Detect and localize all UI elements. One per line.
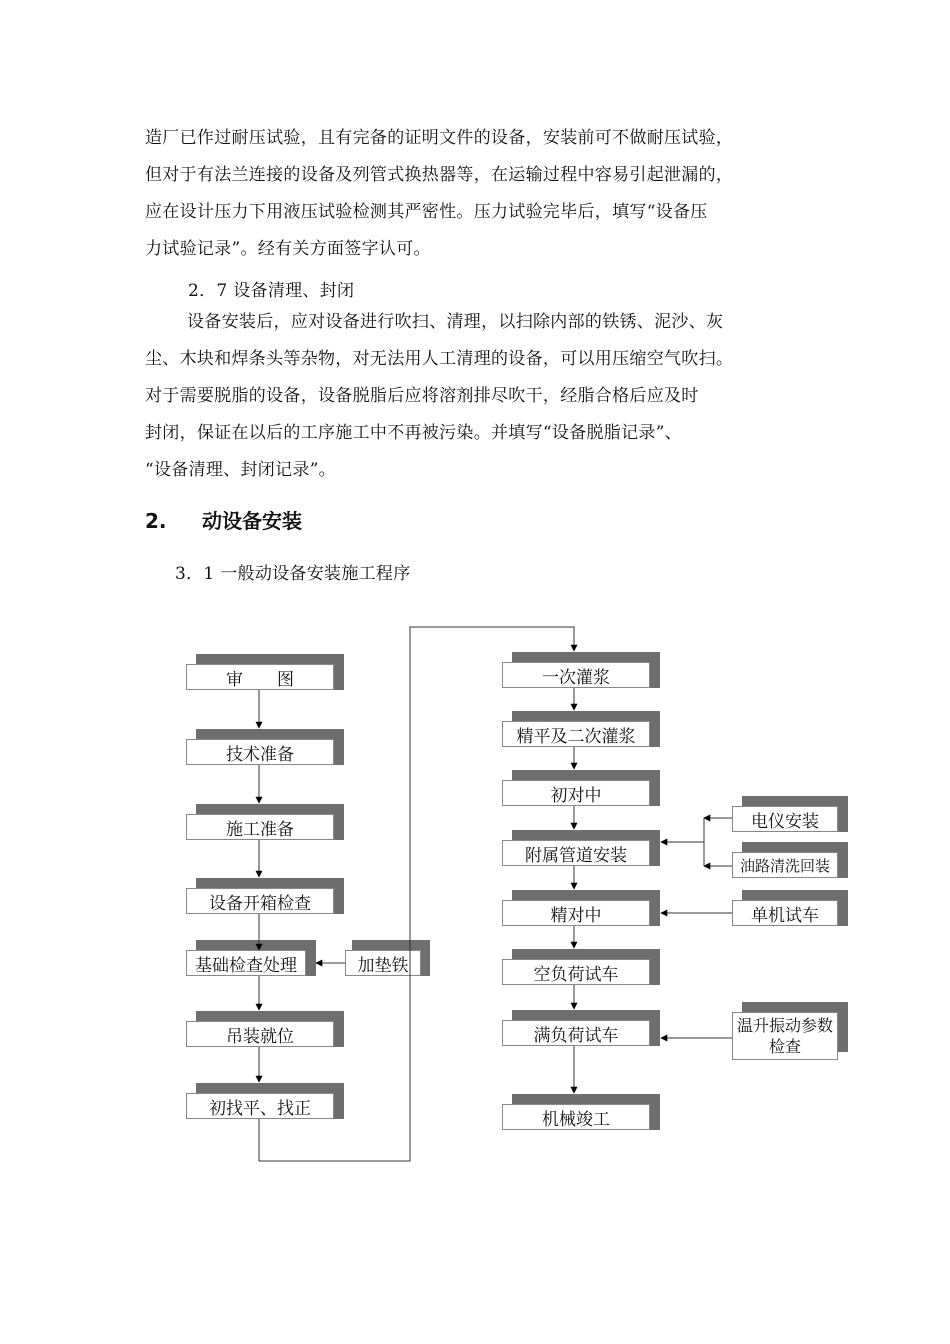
flow-step-fine-alignment: 精对中	[502, 900, 650, 926]
text-line: 设备安装后，应对设备进行吹扫、清理，以扫除内部的铁锈、泥沙、灰	[187, 312, 724, 332]
text-line: 造厂已作过耐压试验，且有完备的证明文件的设备，安装前可不做耐压试验，	[145, 128, 734, 148]
flow-step-initial-leveling: 初找平、找正	[186, 1093, 334, 1119]
heading-title: 动设备安装	[202, 509, 302, 533]
text-line: “设备清理、封闭记录”。	[145, 460, 336, 480]
flow-step-electrical-instrument: 电仪安装	[732, 806, 838, 832]
flow-step-first-grouting: 一次灌浆	[502, 662, 650, 688]
flow-step-fine-leveling-second-grouting: 精平及二次灌浆	[502, 721, 650, 747]
flow-step-construction-prep: 施工准备	[186, 814, 334, 840]
flow-step-single-machine-test: 单机试车	[732, 900, 838, 926]
text-line: 力试验记录”。经有关方面签字认可。	[145, 239, 431, 259]
text-line: 尘、木块和焊条头等杂物，对无法用人工清理的设备，可以用压缩空气吹扫。	[145, 349, 734, 369]
flow-step-full-load-test: 满负荷试车	[502, 1020, 650, 1046]
flow-step-review-drawings: 审 图	[186, 664, 334, 690]
flow-step-initial-alignment: 初对中	[502, 780, 650, 806]
flow-step-add-shims: 加垫铁	[345, 950, 421, 976]
flow-step-technical-prep: 技术准备	[186, 739, 334, 765]
text-line: 封闭，保证在以后的工序施工中不再被污染。并填写“设备脱脂记录”、	[145, 423, 682, 443]
flow-step-hoisting: 吊装就位	[186, 1021, 334, 1047]
flow-step-mechanical-completion: 机械竣工	[502, 1104, 650, 1130]
flow-step-foundation-check: 基础检查处理	[186, 950, 306, 976]
flow-step-oil-flush: 油路清洗回装	[732, 852, 838, 878]
text-line: 对于需要脱脂的设备，设备脱脂后应将溶剂排尽吹干，经脂合格后应及时	[145, 386, 699, 406]
paragraph-pressure-test	[145, 120, 815, 268]
flow-step-temp-vibration-check: 温升振动参数检查	[732, 1012, 838, 1060]
section-heading	[145, 505, 302, 534]
paragraph-cleaning	[145, 304, 815, 489]
text-line: 但对于有法兰连接的设备及列管式换热器等，在运输过程中容易引起泄漏的，	[145, 165, 734, 185]
section-2-7-heading: 2．7 设备清理、封闭	[188, 281, 355, 301]
flow-step-unpacking-inspection: 设备开箱检查	[186, 888, 334, 914]
text-line: 应在设计压力下用液压试验检测其严密性。压力试验完毕后，填写“设备压	[145, 202, 708, 222]
flow-step-auxiliary-piping: 附属管道安装	[502, 840, 650, 866]
section-3-1-heading: 3．1 一般动设备安装施工程序	[175, 564, 411, 584]
flow-step-no-load-test: 空负荷试车	[502, 959, 650, 985]
heading-number: 2.	[145, 509, 167, 533]
